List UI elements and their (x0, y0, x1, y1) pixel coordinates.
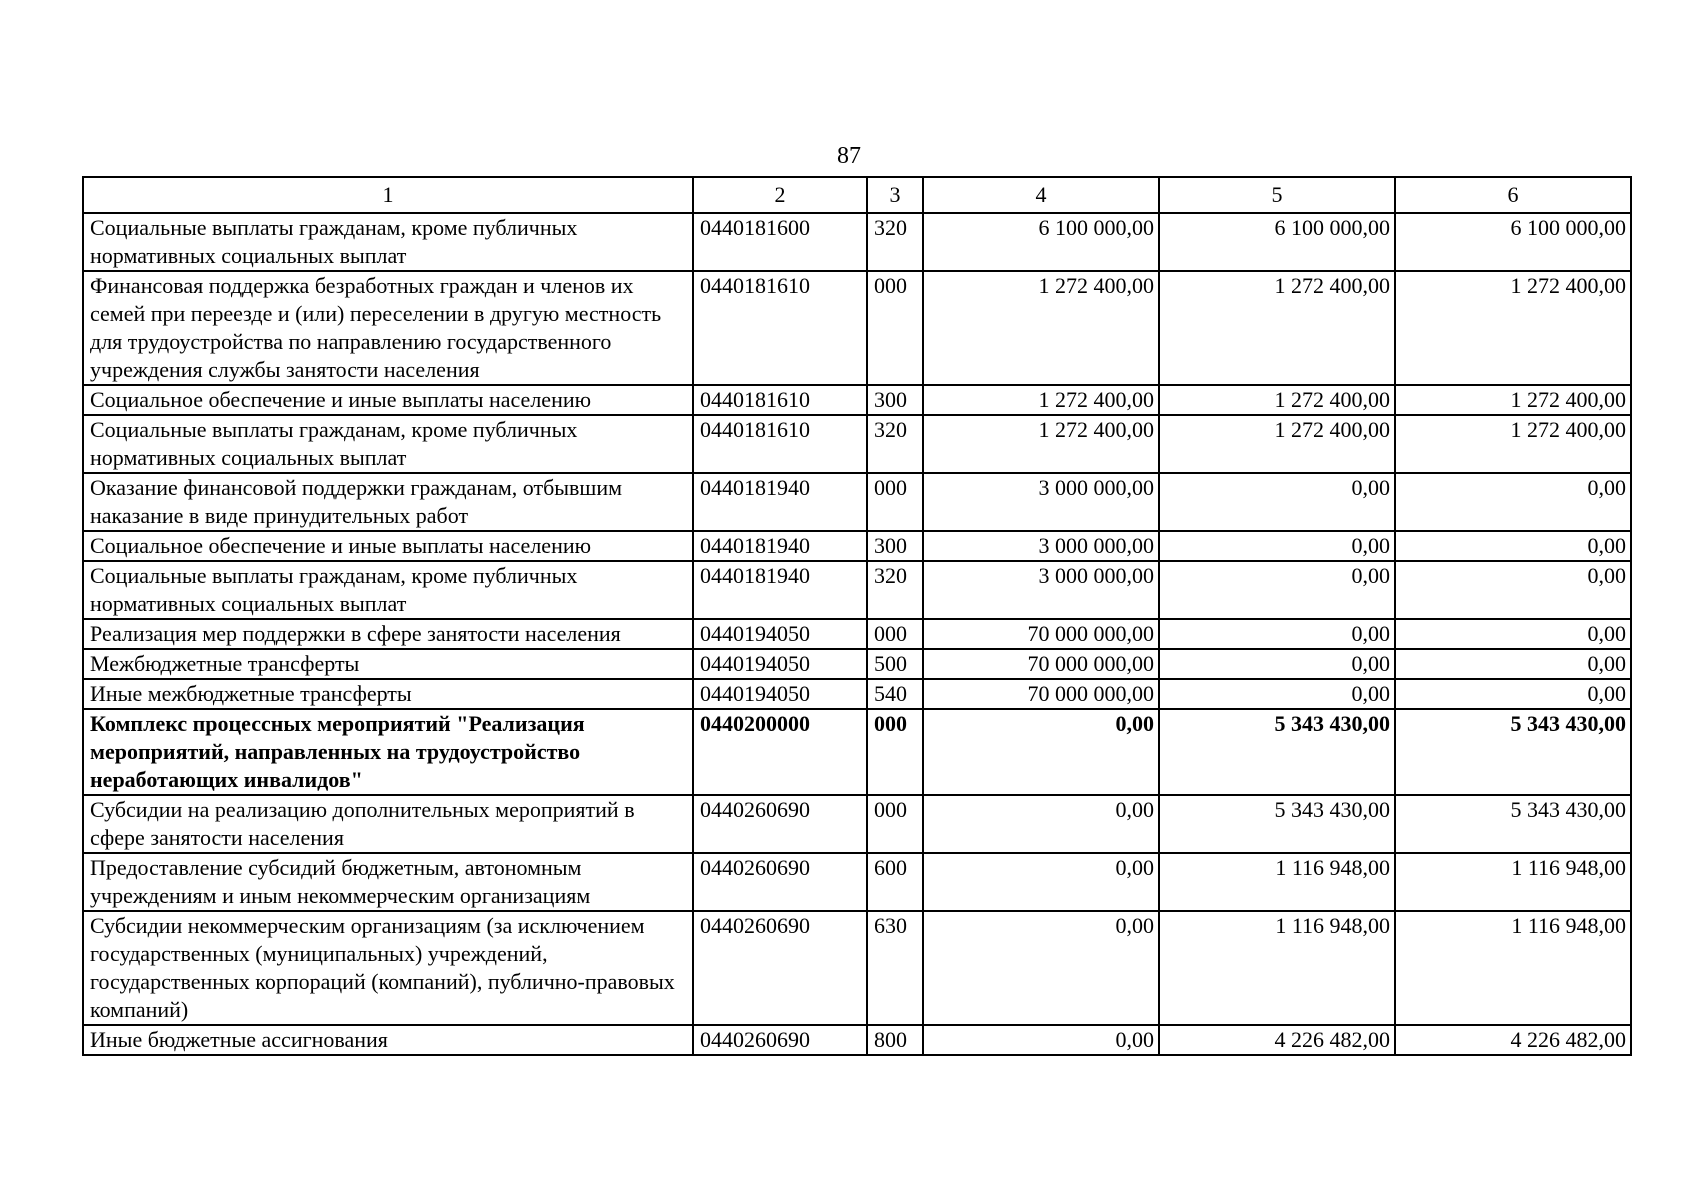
table-row (83, 531, 1631, 561)
row-amount-col6-cell: 0,00 (1395, 531, 1631, 561)
row-amount-col6-cell: 0,00 (1395, 649, 1631, 679)
row-amount-col6-cell: 5 343 430,00 (1395, 709, 1631, 795)
row-amount-col6-cell: 1 116 948,00 (1395, 853, 1631, 911)
row-expense-type-cell: 000 (867, 619, 923, 649)
row-amount-col6-cell: 1 272 400,00 (1395, 385, 1631, 415)
table-row (83, 649, 1631, 679)
row-amount-col5-cell: 0,00 (1159, 473, 1395, 531)
row-code-cell: 0440181940 (693, 561, 867, 619)
row-amount-col4-cell: 0,00 (923, 911, 1159, 1025)
row-expense-type-cell: 500 (867, 649, 923, 679)
row-code-cell: 0440181940 (693, 531, 867, 561)
row-amount-col4-cell: 0,00 (923, 709, 1159, 795)
table-row (83, 415, 1631, 473)
row-expense-type-cell: 000 (867, 709, 923, 795)
row-amount-col4-cell: 0,00 (923, 795, 1159, 853)
row-amount-col4-cell: 0,00 (923, 853, 1159, 911)
column-header-3: 3 (867, 177, 923, 213)
row-code-cell: 0440181610 (693, 415, 867, 473)
row-amount-col5-cell: 5 343 430,00 (1159, 795, 1395, 853)
row-code-cell: 0440260690 (693, 795, 867, 853)
row-amount-col5-cell: 1 116 948,00 (1159, 911, 1395, 1025)
table-row (83, 911, 1631, 1025)
table-row (83, 561, 1631, 619)
row-name-cell: Социальное обеспечение и иные выплаты населению (83, 531, 693, 561)
row-amount-col5-cell: 4 226 482,00 (1159, 1025, 1395, 1055)
row-name-cell: Социальные выплаты гражданам, кроме публичных нормативных социальных выплат (83, 561, 693, 619)
row-expense-type-cell: 320 (867, 561, 923, 619)
row-name-cell: Субсидии на реализацию дополнительных мероприятий в сфере занятости населения (83, 795, 693, 853)
row-amount-col4-cell: 1 272 400,00 (923, 271, 1159, 385)
table-row (83, 795, 1631, 853)
row-code-cell: 0440194050 (693, 649, 867, 679)
row-amount-col5-cell: 1 272 400,00 (1159, 271, 1395, 385)
row-name-cell: Комплекс процессных мероприятий "Реализация мероприятий, направленных на трудоустройство неработающих инвалидов" (83, 709, 693, 795)
column-header-2: 2 (693, 177, 867, 213)
row-amount-col5-cell: 0,00 (1159, 561, 1395, 619)
table-row (83, 709, 1631, 795)
row-name-cell: Социальное обеспечение и иные выплаты населению (83, 385, 693, 415)
column-header-6: 6 (1395, 177, 1631, 213)
page-number: 87 (837, 143, 861, 169)
row-expense-type-cell: 000 (867, 473, 923, 531)
row-name-cell: Межбюджетные трансферты (83, 649, 693, 679)
row-name-cell: Субсидии некоммерческим организациям (за исключением государственных (муниципальных) учреждений, государственных корпораций (компаний), публично-правовых компаний) (83, 911, 693, 1025)
row-code-cell: 0440194050 (693, 619, 867, 649)
row-expense-type-cell: 540 (867, 679, 923, 709)
column-header-4: 4 (923, 177, 1159, 213)
row-expense-type-cell: 300 (867, 385, 923, 415)
table-row (83, 385, 1631, 415)
row-name-cell: Предоставление субсидий бюджетным, автономным учреждениям и иным некоммерческим организациям (83, 853, 693, 911)
row-amount-col4-cell: 6 100 000,00 (923, 213, 1159, 271)
row-amount-col4-cell: 70 000 000,00 (923, 679, 1159, 709)
header-row (83, 177, 1631, 213)
table-row (83, 679, 1631, 709)
row-amount-col4-cell: 3 000 000,00 (923, 561, 1159, 619)
budget-table (82, 176, 1632, 1056)
row-amount-col4-cell: 1 272 400,00 (923, 385, 1159, 415)
row-amount-col4-cell: 3 000 000,00 (923, 473, 1159, 531)
row-code-cell: 0440194050 (693, 679, 867, 709)
row-expense-type-cell: 320 (867, 415, 923, 473)
row-name-cell: Социальные выплаты гражданам, кроме публичных нормативных социальных выплат (83, 415, 693, 473)
row-code-cell: 0440181940 (693, 473, 867, 531)
row-amount-col5-cell: 0,00 (1159, 649, 1395, 679)
row-amount-col4-cell: 0,00 (923, 1025, 1159, 1055)
row-amount-col6-cell: 1 272 400,00 (1395, 271, 1631, 385)
row-code-cell: 0440200000 (693, 709, 867, 795)
row-amount-col6-cell: 0,00 (1395, 561, 1631, 619)
row-amount-col6-cell: 6 100 000,00 (1395, 213, 1631, 271)
row-amount-col5-cell: 5 343 430,00 (1159, 709, 1395, 795)
row-expense-type-cell: 300 (867, 531, 923, 561)
row-name-cell: Оказание финансовой поддержки гражданам, отбывшим наказание в виде принудительных работ (83, 473, 693, 531)
table-row (83, 271, 1631, 385)
row-code-cell: 0440181610 (693, 271, 867, 385)
row-amount-col5-cell: 1 272 400,00 (1159, 415, 1395, 473)
row-code-cell: 0440260690 (693, 911, 867, 1025)
row-amount-col6-cell: 1 116 948,00 (1395, 911, 1631, 1025)
row-code-cell: 0440260690 (693, 853, 867, 911)
row-amount-col4-cell: 70 000 000,00 (923, 619, 1159, 649)
column-header-1: 1 (83, 177, 693, 213)
row-amount-col4-cell: 70 000 000,00 (923, 649, 1159, 679)
table-row (83, 1025, 1631, 1055)
row-amount-col6-cell: 5 343 430,00 (1395, 795, 1631, 853)
table-row (83, 473, 1631, 531)
row-amount-col5-cell: 1 116 948,00 (1159, 853, 1395, 911)
table-row (83, 853, 1631, 911)
row-amount-col6-cell: 0,00 (1395, 619, 1631, 649)
row-expense-type-cell: 600 (867, 853, 923, 911)
row-amount-col6-cell: 0,00 (1395, 679, 1631, 709)
row-code-cell: 0440181610 (693, 385, 867, 415)
row-expense-type-cell: 320 (867, 213, 923, 271)
table-row (83, 619, 1631, 649)
row-name-cell: Иные межбюджетные трансферты (83, 679, 693, 709)
row-expense-type-cell: 630 (867, 911, 923, 1025)
row-name-cell: Социальные выплаты гражданам, кроме публичных нормативных социальных выплат (83, 213, 693, 271)
row-expense-type-cell: 000 (867, 271, 923, 385)
row-amount-col5-cell: 1 272 400,00 (1159, 385, 1395, 415)
row-code-cell: 0440260690 (693, 1025, 867, 1055)
row-expense-type-cell: 800 (867, 1025, 923, 1055)
row-name-cell: Реализация мер поддержки в сфере занятости населения (83, 619, 693, 649)
row-amount-col6-cell: 4 226 482,00 (1395, 1025, 1631, 1055)
row-amount-col5-cell: 0,00 (1159, 531, 1395, 561)
row-code-cell: 0440181600 (693, 213, 867, 271)
row-amount-col4-cell: 1 272 400,00 (923, 415, 1159, 473)
row-amount-col6-cell: 0,00 (1395, 473, 1631, 531)
row-name-cell: Финансовая поддержка безработных граждан и членов их семей при переезде и (или) переселении в другую местность для трудоустройства по направлению государственного учреждения службы занятости населения (83, 271, 693, 385)
row-name-cell: Иные бюджетные ассигнования (83, 1025, 693, 1055)
column-header-5: 5 (1159, 177, 1395, 213)
row-amount-col4-cell: 3 000 000,00 (923, 531, 1159, 561)
row-amount-col6-cell: 1 272 400,00 (1395, 415, 1631, 473)
row-amount-col5-cell: 6 100 000,00 (1159, 213, 1395, 271)
table-row (83, 213, 1631, 271)
row-amount-col5-cell: 0,00 (1159, 619, 1395, 649)
row-amount-col5-cell: 0,00 (1159, 679, 1395, 709)
row-expense-type-cell: 000 (867, 795, 923, 853)
